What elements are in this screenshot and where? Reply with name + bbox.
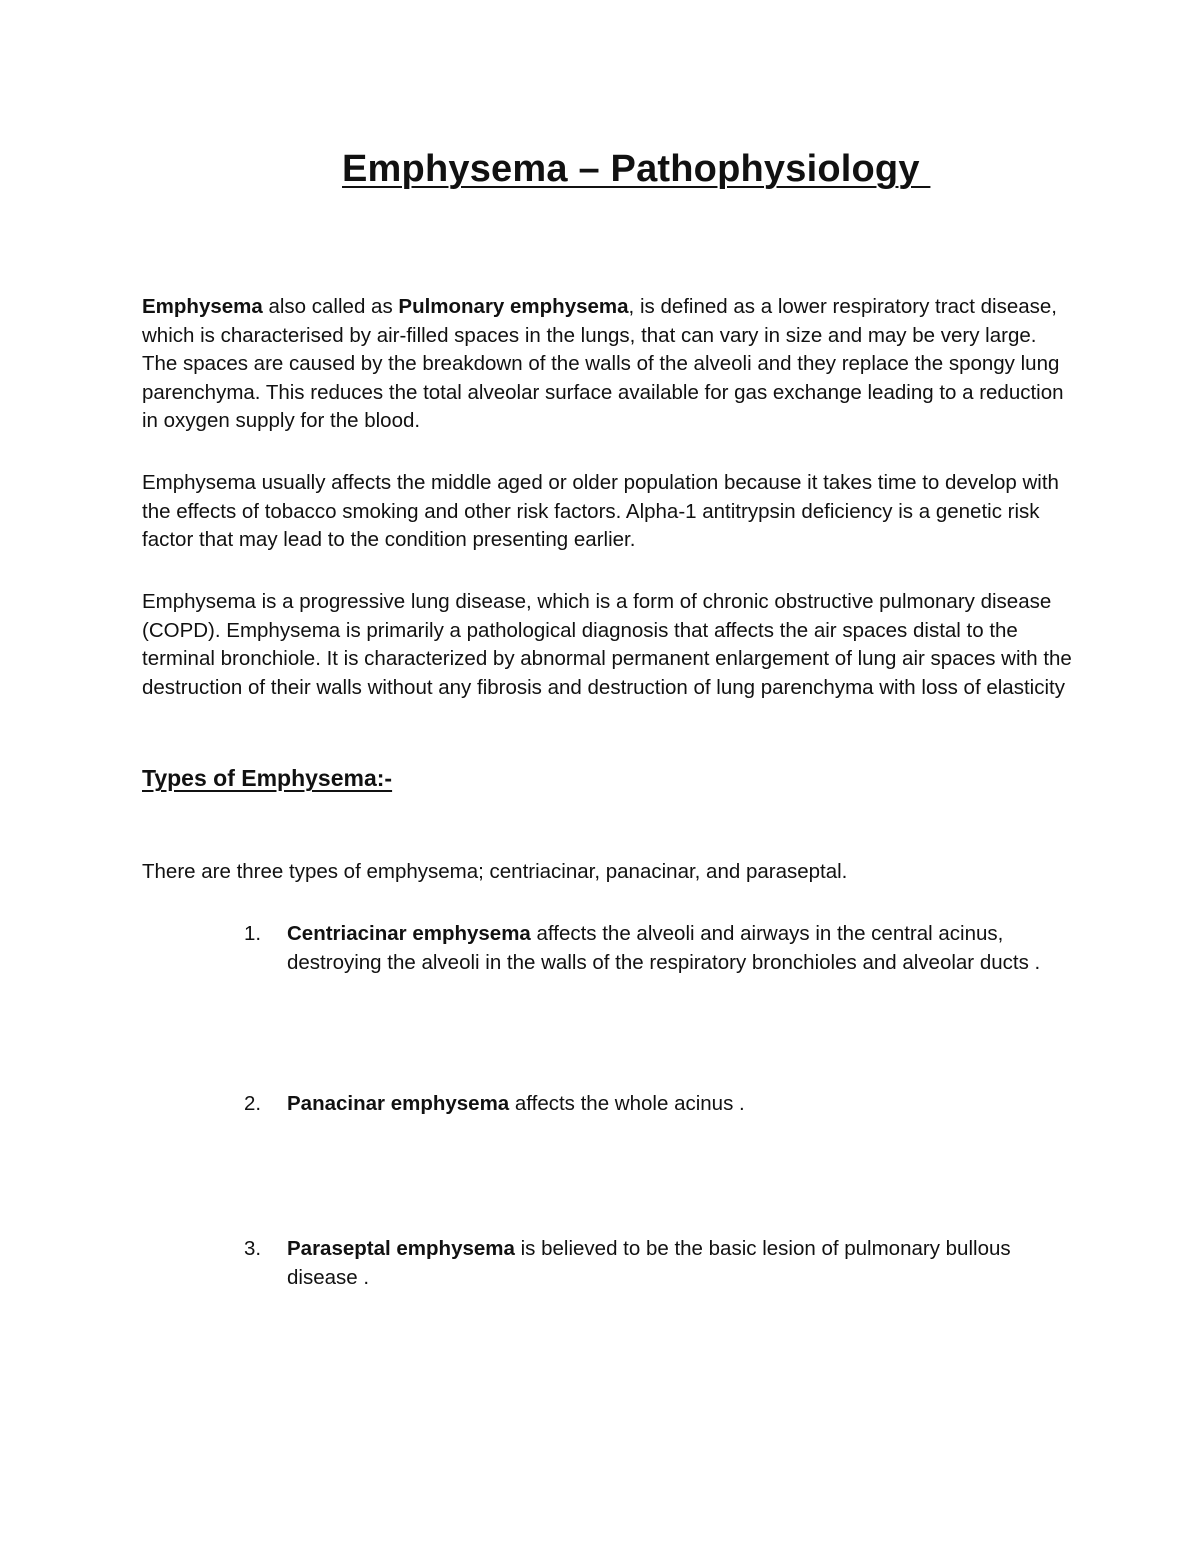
list-item-text: affects the whole acinus . [509,1092,745,1115]
list-item-panacinar [244,1090,1064,1119]
list-item-paraseptal [244,1235,1064,1292]
term-paraseptal: Paraseptal emphysema [287,1237,515,1260]
list-item-body [287,1090,1064,1119]
list-item-text: affects the alveoli and airways in the central acinus, destroying the alveoli in the walls of the respiratory bronchioles and alveolar ducts . [287,922,1041,974]
types-heading: Types of Emphysema:- [142,765,393,791]
list-number: 1. [244,922,262,945]
term-centriacinar: Centriacinar emphysema [287,922,531,945]
definition-text-1: also called as [262,295,399,318]
list-number: 3. [244,1237,262,1260]
list-item-body [287,920,1064,977]
list-item-body [287,1235,1064,1292]
definition-paragraph [142,293,1072,436]
list-item-centriacinar [244,920,1064,977]
types-intro: There are three types of emphysema; centriacinar, panacinar, and paraseptal. [142,860,848,883]
population-paragraph: Emphysema usually affects the middle aged or older population because it takes time to develop with the effects of tobacco smoking and other risk factors. Alpha-1 antitrypsin deficiency is a genetic risk factor that may lead to the condition presenting earlier. [142,471,1059,552]
list-item-text: is believed to be the basic lesion of pulmonary bullous disease . [287,1237,1011,1289]
page-title: Emphysema – Pathophysiology [342,148,931,190]
definition-text-2: , is defined as a lower respiratory tract disease, which is characterised by air-filled spaces in the lungs, that can vary in size and may be very large. The spaces are caused by the breakdown of the walls of the alveoli and they replace the spongy lung parenchyma. This reduces the total alveolar surface available for gas exchange leading to a reduction in oxygen supply for the blood. [142,295,1064,433]
term-emphysema: Emphysema [142,295,263,318]
copd-paragraph: Emphysema is a progressive lung disease, which is a form of chronic obstructive pulmonary disease (COPD). Emphysema is primarily a pathological diagnosis that affects the air spaces distal to the terminal bronchiole. It is characterized by abnormal permanent enlargement of lung air spaces with the destruction of their walls without any fibrosis and destruction of lung parenchyma with loss of elasticity [142,590,1072,699]
term-panacinar: Panacinar emphysema [287,1092,510,1115]
list-number: 2. [244,1092,262,1115]
term-pulmonary-emphysema: Pulmonary emphysema [398,295,629,318]
